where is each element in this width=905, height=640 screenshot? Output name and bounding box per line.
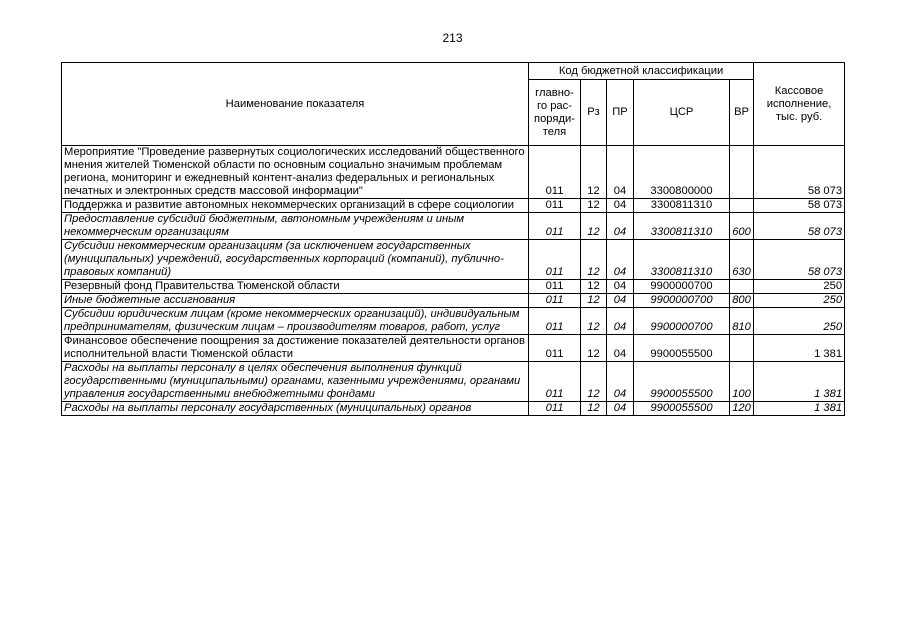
cell-rz: 12 <box>581 362 607 402</box>
cell-vr <box>730 335 754 362</box>
cell-pr: 04 <box>607 240 634 280</box>
cell-glavn: 011 <box>529 402 581 416</box>
table-row <box>62 199 845 213</box>
cell-name: Иные бюджетные ассигнования <box>62 294 529 308</box>
header-vr: ВР <box>730 80 754 146</box>
cell-name: Резервный фонд Правительства Тюменской области <box>62 280 529 294</box>
cell-glavn: 011 <box>529 199 581 213</box>
table-row <box>62 240 845 280</box>
cell-name: Поддержка и развитие автономных некоммерческих организаций в сфере социологии <box>62 199 529 213</box>
table-row <box>62 335 845 362</box>
cell-csr: 3300811310 <box>634 213 730 240</box>
cell-csr: 9900000700 <box>634 294 730 308</box>
cell-name: Предоставление субсидий бюджетным, автономным учреждениям и иным некоммерческим организациям <box>62 213 529 240</box>
cell-pr: 04 <box>607 213 634 240</box>
cell-amount: 1 381 <box>754 335 845 362</box>
page-number: 213 <box>442 31 463 45</box>
cell-csr: 9900000700 <box>634 280 730 294</box>
cell-rz: 12 <box>581 308 607 335</box>
table-row <box>62 308 845 335</box>
cell-rz: 12 <box>581 146 607 199</box>
cell-name: Субсидии некоммерческим организациям (за исключением государственных (муниципальных) учреждений, государственных корпораций (компаний), публично-правовых компаний) <box>62 240 529 280</box>
cell-vr: 630 <box>730 240 754 280</box>
cell-glavn: 011 <box>529 213 581 240</box>
cell-vr: 120 <box>730 402 754 416</box>
cell-amount: 1 381 <box>754 362 845 402</box>
cell-csr: 9900055500 <box>634 362 730 402</box>
cell-pr: 04 <box>607 362 634 402</box>
cell-glavn: 011 <box>529 362 581 402</box>
cell-csr: 3300811310 <box>634 240 730 280</box>
cell-name: Финансовое обеспечение поощрения за достижение показателей деятельности органов исполнительной власти Тюменской области <box>62 335 529 362</box>
cell-vr: 600 <box>730 213 754 240</box>
table-row <box>62 280 845 294</box>
cell-glavn: 011 <box>529 335 581 362</box>
cell-amount: 58 073 <box>754 146 845 199</box>
cell-amount: 58 073 <box>754 240 845 280</box>
cell-pr: 04 <box>607 280 634 294</box>
header-name: Наименование показателя <box>62 63 529 146</box>
cell-csr: 3300800000 <box>634 146 730 199</box>
cell-glavn: 011 <box>529 280 581 294</box>
table-row <box>62 213 845 240</box>
header-rz: Рз <box>581 80 607 146</box>
cell-csr: 9900055500 <box>634 335 730 362</box>
cell-rz: 12 <box>581 240 607 280</box>
table-row <box>62 294 845 308</box>
table-row <box>62 146 845 199</box>
cell-glavn: 011 <box>529 294 581 308</box>
table-row <box>62 362 845 402</box>
cell-rz: 12 <box>581 335 607 362</box>
cell-pr: 04 <box>607 294 634 308</box>
cell-amount: 250 <box>754 294 845 308</box>
header-amount: Кассовое исполнение, тыс. руб. <box>754 63 845 146</box>
cell-name: Расходы на выплаты персоналу в целях обеспечения выполнения функций государственными (муниципальными) органами, казенными учреждениями, органами управления государственными внебюджетными фондами <box>62 362 529 402</box>
header-budget-code: Код бюджетной классификации <box>529 63 754 80</box>
cell-csr: 3300811310 <box>634 199 730 213</box>
cell-vr: 100 <box>730 362 754 402</box>
cell-pr: 04 <box>607 199 634 213</box>
header-csr: ЦСР <box>634 80 730 146</box>
cell-glavn: 011 <box>529 240 581 280</box>
cell-amount: 58 073 <box>754 199 845 213</box>
cell-vr: 800 <box>730 294 754 308</box>
cell-pr: 04 <box>607 335 634 362</box>
cell-glavn: 011 <box>529 308 581 335</box>
cell-rz: 12 <box>581 280 607 294</box>
cell-rz: 12 <box>581 199 607 213</box>
cell-pr: 04 <box>607 146 634 199</box>
cell-name: Субсидии юридическим лицам (кроме некоммерческих организаций), индивидуальным предпринимателям, физическим лицам – производителям товаров, работ, услуг <box>62 308 529 335</box>
table-body <box>62 146 845 416</box>
cell-amount: 1 381 <box>754 402 845 416</box>
cell-amount: 250 <box>754 308 845 335</box>
cell-pr: 04 <box>607 308 634 335</box>
cell-vr: 810 <box>730 308 754 335</box>
cell-vr <box>730 146 754 199</box>
header-pr: ПР <box>607 80 634 146</box>
cell-pr: 04 <box>607 402 634 416</box>
budget-table <box>61 62 845 416</box>
table-row <box>62 402 845 416</box>
cell-glavn: 011 <box>529 146 581 199</box>
cell-rz: 12 <box>581 294 607 308</box>
cell-name: Расходы на выплаты персоналу государственных (муниципальных) органов <box>62 402 529 416</box>
cell-amount: 58 073 <box>754 213 845 240</box>
cell-csr: 9900055500 <box>634 402 730 416</box>
cell-rz: 12 <box>581 402 607 416</box>
cell-vr <box>730 199 754 213</box>
cell-csr: 9900000700 <box>634 308 730 335</box>
header-glavn: главно-го рас-поряди-теля <box>529 80 581 146</box>
cell-amount: 250 <box>754 280 845 294</box>
cell-vr <box>730 280 754 294</box>
cell-rz: 12 <box>581 213 607 240</box>
cell-name: Мероприятие "Проведение развернутых социологических исследований общественного мнения жителей Тюменской области по основным социально значимым проблемам региона, мониторинг и ежедневный контент-анализ федеральных и региональных печатных и электронных средств массовой информации" <box>62 146 529 199</box>
